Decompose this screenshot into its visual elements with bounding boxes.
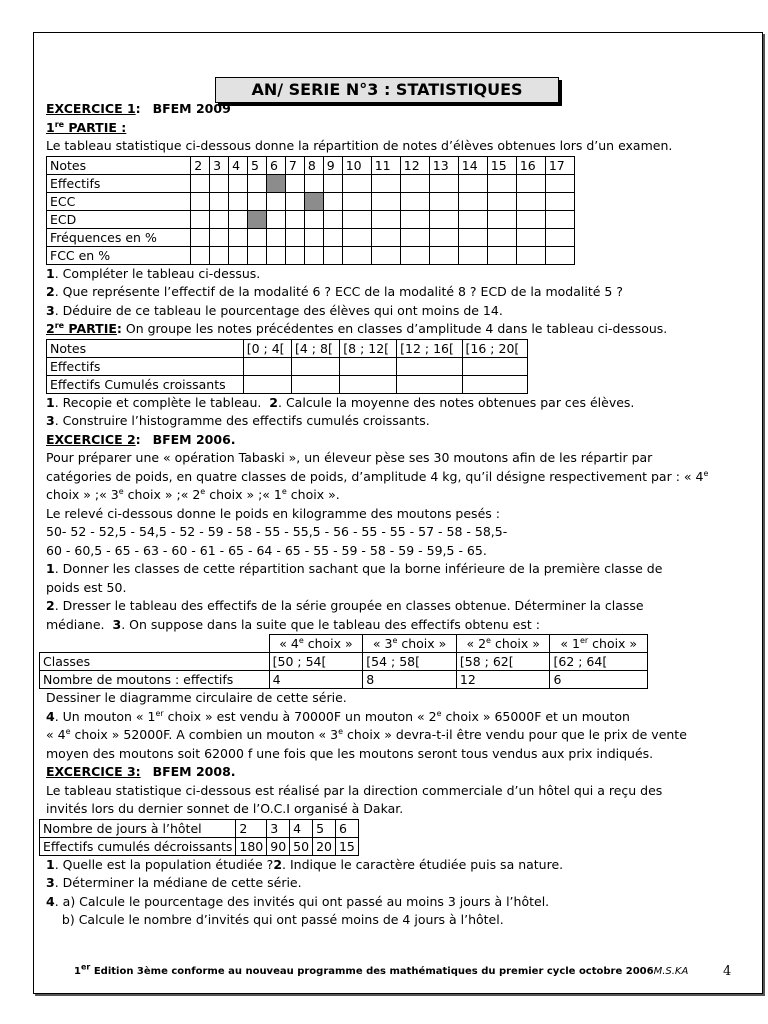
table-row: [47, 357, 528, 375]
value-cell: 90: [267, 837, 290, 855]
ex1-q2: 2. Que représente l’effectif de la modalité 6 ? ECC de la modalité 8 ? ECD de la modalité 5 ?: [46, 284, 623, 299]
value-cell: 50: [290, 837, 313, 855]
blank-corner: [40, 635, 270, 653]
empty-cell: [191, 246, 210, 264]
row-label: Effectifs: [47, 174, 191, 192]
empty-cell: [266, 246, 285, 264]
ex2-q1a: 1. Donner les classes de cette répartition sachant que la borne inférieure de la première classe de: [46, 561, 663, 576]
ex2-q4c: moyen des moutons soit 62000 f une fois que les moutons seront tous vendus aux prix indiqués.: [46, 745, 654, 761]
ex2-p1: Pour préparer une « opération Tabaski », un éleveur pèse ses 30 moutons afin de les répartir par: [46, 450, 653, 465]
empty-cell: [545, 228, 574, 246]
empty-cell: [516, 228, 545, 246]
empty-cell: [304, 246, 323, 264]
header-cell: 6: [266, 156, 285, 174]
table-row: [47, 174, 575, 192]
ex1-q1: 1. Compléter le tableau ci-dessus.: [46, 265, 261, 281]
row-label: Nombre de moutons : effectifs: [40, 671, 270, 689]
ex2-heading: EXCERCICE 2: [46, 431, 136, 447]
class-cell: [50 ; 54[: [269, 653, 363, 671]
ex1-p2-q12: 1. Recopie et complète le tableau. 2. Calcule la moyenne des notes obtenues par ces élèves.: [46, 394, 635, 410]
row-label: Effectifs Cumulés croissants: [47, 375, 244, 393]
value-cell: 4: [290, 819, 313, 837]
shaded-cell: [304, 192, 323, 210]
empty-cell: [323, 192, 342, 210]
value-cell: 6: [335, 819, 358, 837]
header-cell: [0 ; 4[: [243, 339, 291, 357]
empty-cell: [400, 246, 429, 264]
empty-cell: [210, 174, 229, 192]
shaded-cell: [266, 174, 285, 192]
empty-cell: [210, 192, 229, 210]
ex1-intro: Le tableau statistique ci-dessous donne la répartition de notes d’élèves obtenues lors d’un examen.: [46, 138, 673, 153]
empty-cell: [397, 375, 462, 393]
empty-cell: [323, 228, 342, 246]
empty-cell: [487, 228, 516, 246]
header-cell: [12 ; 16[: [397, 339, 462, 357]
empty-cell: [458, 210, 487, 228]
document-body: [43, 72, 746, 930]
empty-cell: [285, 210, 304, 228]
ex2-q1b: poids est 50.: [46, 579, 127, 595]
empty-cell: [516, 246, 545, 264]
empty-cell: [210, 210, 229, 228]
value-cell: 5: [313, 819, 336, 837]
empty-cell: [292, 375, 340, 393]
empty-cell: [458, 192, 487, 210]
count-cell: 4: [269, 671, 363, 689]
empty-cell: [323, 246, 342, 264]
header-cell: 14: [458, 156, 487, 174]
count-cell: 12: [456, 671, 550, 689]
header-cell: 9: [323, 156, 342, 174]
choice-header: « 3e choix »: [363, 635, 457, 653]
header-cell: 10: [342, 156, 371, 174]
empty-cell: [323, 174, 342, 192]
empty-cell: [248, 228, 267, 246]
ex3-p1: Le tableau statistique ci-dessous est réalisé par la direction commerciale d’un hôtel qui a reçu des: [46, 782, 663, 798]
row-label: Nombre de jours à l’hôtel: [40, 819, 236, 837]
empty-cell: [487, 246, 516, 264]
ex1-q3: 3. Déduire de ce tableau le pourcentage des élèves qui ont moins de 14.: [46, 302, 503, 318]
table-header-row: [47, 339, 528, 357]
empty-cell: [248, 192, 267, 210]
empty-cell: [371, 192, 400, 210]
empty-cell: [400, 192, 429, 210]
ex2-p4: Le relevé ci-dessous donne le poids en kilogramme des moutons pesés :: [46, 505, 500, 521]
ex2-q2a: 2. Dresser le tableau des effectifs de la série groupée en classes obtenue. Déterminer la classe: [46, 598, 644, 613]
row-label: Classes: [40, 653, 270, 671]
header-cell: 17: [545, 156, 574, 174]
header-cell: 15: [487, 156, 516, 174]
ex3-heading-line: [46, 763, 746, 782]
class-cell: [58 ; 62[: [456, 653, 550, 671]
empty-cell: [304, 210, 323, 228]
ex3-q12: 1. Quelle est la population étudiée ?2. Indique le caractère étudiée puis sa nature.: [46, 856, 564, 872]
ex1-part2: 2re PARTIE: On groupe les notes précédentes en classes d’amplitude 4 dans le tableau ci-dessous.: [46, 320, 668, 336]
ex2-p3: choix » ;« 3e choix » ;« 2e choix » ;« 1e choix ».: [46, 486, 340, 502]
header-cell: [4 ; 8[: [292, 339, 340, 357]
empty-cell: [191, 210, 210, 228]
page-title: AN/ SERIE N°3 : STATISTIQUES: [215, 77, 559, 103]
empty-cell: [397, 357, 462, 375]
ex2-draw: Dessiner le diagramme circulaire de cette série.: [46, 690, 347, 705]
classes-row: [40, 653, 648, 671]
empty-cell: [400, 228, 429, 246]
ex3-p2: invités lors du dernier sonnet de l’O.C.I organisé à Dakar.: [46, 801, 404, 816]
ex1-part1: 1re PARTIE :: [46, 119, 127, 135]
empty-cell: [285, 192, 304, 210]
empty-cell: [371, 228, 400, 246]
count-cell: 8: [363, 671, 457, 689]
counts-row: [40, 671, 648, 689]
empty-cell: [400, 210, 429, 228]
empty-cell: [340, 357, 397, 375]
header-cell: 5: [248, 156, 267, 174]
header-cell: 4: [229, 156, 248, 174]
ex2-data2: 60 - 60,5 - 65 - 63 - 60 - 61 - 65 - 64 - 65 - 55 - 59 - 58 - 59 - 59,5 - 65.: [46, 542, 487, 558]
empty-cell: [191, 192, 210, 210]
empty-cell: [323, 210, 342, 228]
ex1-source: BFEM 2009: [152, 101, 231, 116]
header-cell: 11: [371, 156, 400, 174]
empty-cell: [342, 246, 371, 264]
empty-cell: [487, 210, 516, 228]
ex3-q3: 3. Déterminer la médiane de cette série.: [46, 875, 302, 890]
ex3-heading: EXCERCICE 3:: [46, 764, 141, 779]
empty-cell: [545, 246, 574, 264]
row-label: Notes: [47, 339, 244, 357]
empty-cell: [243, 375, 291, 393]
empty-cell: [516, 192, 545, 210]
empty-cell: [191, 228, 210, 246]
empty-cell: [545, 192, 574, 210]
empty-cell: [229, 210, 248, 228]
table-row: [47, 192, 575, 210]
empty-cell: [342, 174, 371, 192]
empty-cell: [248, 174, 267, 192]
empty-cell: [229, 192, 248, 210]
empty-cell: [342, 210, 371, 228]
empty-cell: [292, 357, 340, 375]
ex2-source: BFEM 2006.: [152, 431, 236, 447]
footer: 1er Edition 3ème conforme au nouveau programme des mathématiques du premier cycle octobre 2006M.S.KA: [74, 962, 689, 977]
ex2-heading-line: EXCERCICE 2: BFEM 2006.: [46, 431, 236, 447]
empty-cell: [266, 228, 285, 246]
empty-cell: [340, 375, 397, 393]
row-label: ECD: [47, 210, 191, 228]
header-cell: 8: [304, 156, 323, 174]
header-cell: [8 ; 12[: [340, 339, 397, 357]
header-cell: [16 ; 20[: [462, 339, 527, 357]
empty-cell: [371, 246, 400, 264]
empty-cell: [400, 174, 429, 192]
value-cell: 2: [236, 819, 267, 837]
count-cell: 6: [550, 671, 648, 689]
ex1-heading: EXCERCICE 1: [46, 101, 136, 116]
choice-header: « 4e choix »: [269, 635, 363, 653]
empty-cell: [229, 228, 248, 246]
row-label: FCC en %: [47, 246, 191, 264]
empty-cell: [243, 357, 291, 375]
empty-cell: [545, 174, 574, 192]
value-cell: 20: [313, 837, 336, 855]
ex2-data1: 50- 52 - 52,5 - 54,5 - 52 - 59 - 58 - 55 - 55,5 - 56 - 55 - 55 - 57 - 58 - 58,5-: [46, 524, 508, 539]
choice-header: « 1er choix »: [550, 635, 648, 653]
ecd-row: [40, 837, 359, 855]
hotel-table: [39, 819, 359, 856]
ex2-q4b: « 4e choix » 52000F. A combien un mouton « 3e choix » devra-t-il être vendu pour que le prix de vente: [46, 726, 687, 742]
empty-cell: [516, 210, 545, 228]
ex2-q4a: 4. Un mouton « 1er choix » est vendu à 70000F un mouton « 2e choix » 65000F et un mouton: [46, 708, 630, 724]
empty-cell: [429, 192, 458, 210]
empty-cell: [210, 228, 229, 246]
row-label: Fréquences en %: [47, 228, 191, 246]
row-label: Effectifs cumulés décroissants: [40, 837, 236, 855]
header-cell: 2: [191, 156, 210, 174]
empty-cell: [545, 210, 574, 228]
ex1-p2-q3: 3. Construire l’histogramme des effectifs cumulés croissants.: [46, 413, 430, 428]
empty-cell: [285, 174, 304, 192]
table-row: [47, 246, 575, 264]
empty-cell: [229, 246, 248, 264]
empty-cell: [462, 357, 527, 375]
empty-cell: [458, 228, 487, 246]
ex3-q4a: 4. a) Calcule le pourcentage des invités qui ont passé au moins 3 jours à l’hôtel.: [46, 893, 550, 909]
header-cell: 7: [285, 156, 304, 174]
header-cell: 12: [400, 156, 429, 174]
value-cell: 15: [335, 837, 358, 855]
empty-cell: [266, 210, 285, 228]
grouped-notes-table: [46, 339, 528, 394]
empty-cell: [304, 174, 323, 192]
notes-table: [46, 156, 575, 265]
header-cell: 16: [516, 156, 545, 174]
empty-cell: [429, 246, 458, 264]
class-cell: [54 ; 58[: [363, 653, 457, 671]
row-label: Notes: [47, 156, 191, 174]
empty-cell: [210, 246, 229, 264]
ex3-q4b: b) Calcule le nombre d’invités qui ont passé moins de 4 jours à l’hôtel.: [61, 912, 504, 927]
sheep-table: [39, 634, 648, 689]
table-row: [47, 375, 528, 393]
empty-cell: [285, 246, 304, 264]
empty-cell: [429, 210, 458, 228]
choice-header: « 2e choix »: [456, 635, 550, 653]
empty-cell: [429, 174, 458, 192]
empty-cell: [191, 174, 210, 192]
ex3-source: BFEM 2008.: [152, 764, 236, 779]
page-number: 4: [723, 964, 732, 979]
empty-cell: [458, 246, 487, 264]
empty-cell: [342, 192, 371, 210]
header-cell: 3: [210, 156, 229, 174]
table-header-row: [47, 156, 575, 174]
ex2-p2: catégories de poids, en quatre classes de poids, d’amplitude 4 kg, qu’il désigne respectivement par : « 4e: [46, 468, 709, 484]
empty-cell: [458, 174, 487, 192]
ex1-heading-line: EXCERCICE 1: BFEM 2009: [46, 101, 231, 116]
empty-cell: [266, 192, 285, 210]
empty-cell: [487, 174, 516, 192]
empty-cell: [342, 228, 371, 246]
value-cell: 180: [236, 837, 267, 855]
shaded-cell: [248, 210, 267, 228]
empty-cell: [371, 210, 400, 228]
value-cell: 3: [267, 819, 290, 837]
empty-cell: [516, 174, 545, 192]
days-row: [40, 819, 359, 837]
ex2-q2b-q3: médiane. 3. On suppose dans la suite que le tableau des effectifs obtenu est :: [46, 616, 540, 632]
empty-cell: [285, 228, 304, 246]
table-header-row: [40, 635, 648, 653]
empty-cell: [487, 192, 516, 210]
table-row: [47, 228, 575, 246]
row-label: ECC: [47, 192, 191, 210]
empty-cell: [248, 246, 267, 264]
empty-cell: [429, 228, 458, 246]
header-cell: 13: [429, 156, 458, 174]
empty-cell: [462, 375, 527, 393]
class-cell: [62 ; 64[: [550, 653, 648, 671]
row-label: Effectifs: [47, 357, 244, 375]
empty-cell: [229, 174, 248, 192]
empty-cell: [304, 228, 323, 246]
table-row: [47, 210, 575, 228]
empty-cell: [371, 174, 400, 192]
